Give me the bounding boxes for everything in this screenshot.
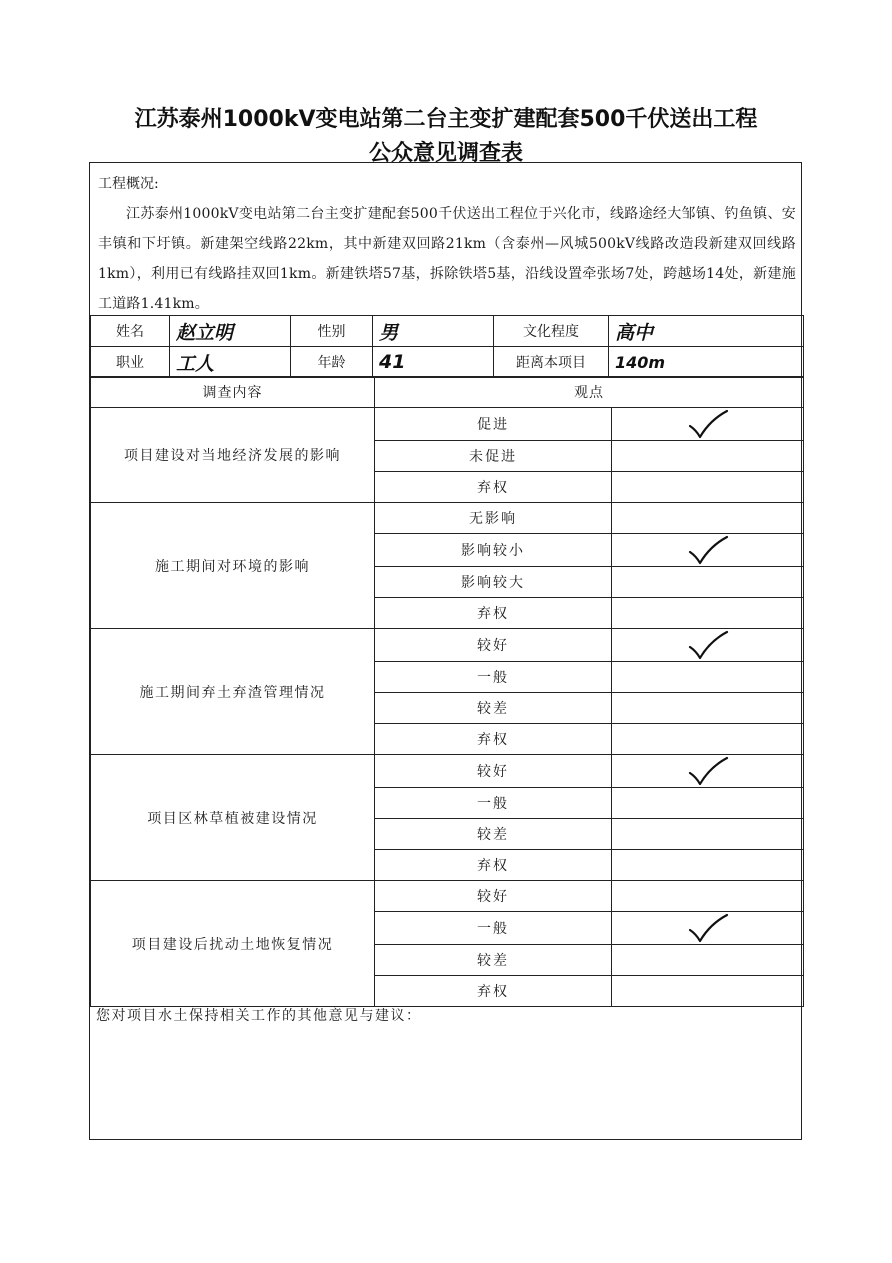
check-cell[interactable] [612, 945, 804, 976]
distance-value: 140m [609, 347, 804, 378]
check-cell[interactable] [612, 662, 804, 693]
check-cell[interactable] [612, 724, 804, 755]
survey-option: 弃权 [375, 472, 612, 503]
overview-heading: 工程概况: [98, 176, 159, 192]
survey-option: 促进 [375, 408, 612, 441]
name-label: 姓名 [91, 316, 170, 347]
check-cell[interactable] [612, 629, 804, 662]
check-cell[interactable] [612, 788, 804, 819]
survey-option: 影响较小 [375, 534, 612, 567]
survey-row [91, 408, 804, 441]
comment-prompt: 您对项目水土保持相关工作的其他意见与建议： [96, 1008, 422, 1024]
survey-header-row [91, 377, 804, 408]
check-cell[interactable] [612, 755, 804, 788]
respondent-info-table [90, 315, 804, 378]
check-cell[interactable] [612, 408, 804, 441]
check-cell[interactable] [612, 503, 804, 534]
survey-topic: 项目建设后扰动土地恢复情况 [91, 881, 375, 1007]
check-cell[interactable] [612, 976, 804, 1007]
survey-row [91, 629, 804, 662]
check-cell[interactable] [612, 534, 804, 567]
survey-option: 无影响 [375, 503, 612, 534]
survey-option: 较差 [375, 945, 612, 976]
distance-label: 距离本项目 [494, 347, 609, 378]
survey-row [91, 881, 804, 912]
check-cell[interactable] [612, 881, 804, 912]
occupation-label: 职业 [91, 347, 170, 378]
check-cell[interactable] [612, 850, 804, 881]
check-cell[interactable] [612, 567, 804, 598]
survey-option: 较差 [375, 693, 612, 724]
survey-option: 较好 [375, 755, 612, 788]
survey-option: 弃权 [375, 598, 612, 629]
check-cell[interactable] [612, 693, 804, 724]
check-cell[interactable] [612, 441, 804, 472]
check-cell[interactable] [612, 819, 804, 850]
survey-option: 一般 [375, 662, 612, 693]
survey-option: 较好 [375, 881, 612, 912]
age-label: 年龄 [291, 347, 373, 378]
age-value: 41 [373, 347, 494, 378]
survey-option: 未促进 [375, 441, 612, 472]
info-row-1 [91, 316, 804, 347]
survey-row [91, 755, 804, 788]
survey-option: 弃权 [375, 724, 612, 755]
survey-row [91, 503, 804, 534]
survey-topic: 施工期间弃土弃渣管理情况 [91, 629, 375, 755]
survey-option: 一般 [375, 912, 612, 945]
survey-option: 弃权 [375, 850, 612, 881]
survey-topic: 项目建设对当地经济发展的影响 [91, 408, 375, 503]
column-header-content: 调查内容 [91, 377, 375, 408]
survey-option: 较差 [375, 819, 612, 850]
checkmark-icon [686, 912, 730, 944]
name-value: 赵立明 [170, 316, 291, 347]
checkmark-icon [686, 629, 730, 661]
check-cell[interactable] [612, 912, 804, 945]
survey-topic: 项目区林草植被建设情况 [91, 755, 375, 881]
document-title: 江苏泰州1000kV变电站第二台主变扩建配套500千伏送出工程 [134, 107, 758, 132]
survey-option: 较好 [375, 629, 612, 662]
gender-label: 性别 [291, 316, 373, 347]
survey-topic: 施工期间对环境的影响 [91, 503, 375, 629]
survey-form [89, 162, 802, 1140]
checkmark-icon [686, 755, 730, 787]
survey-body [91, 408, 804, 1007]
document-subtitle: 公众意见调查表 [368, 141, 523, 166]
info-row-2 [91, 347, 804, 378]
education-value: 高中 [609, 316, 804, 347]
project-overview [98, 169, 796, 319]
survey-option: 一般 [375, 788, 612, 819]
survey-option: 影响较大 [375, 567, 612, 598]
check-cell[interactable] [612, 472, 804, 503]
opinion-survey-table [90, 376, 804, 1007]
education-label: 文化程度 [494, 316, 609, 347]
gender-value: 男 [373, 316, 494, 347]
column-header-opinion: 观点 [375, 377, 804, 408]
occupation-value: 工人 [170, 347, 291, 378]
overview-text: 江苏泰州1000kV变电站第二台主变扩建配套500千伏送出工程位于兴化市，线路途经大邹镇、钓鱼镇、安丰镇和下圩镇。新建架空线路22km，其中新建双回路21km（含泰州—风城500kV线路改造段新建双回线路1km），利用已有线路挂双回1km。新建铁塔57基，拆除铁塔5基，沿线设置牵张场7处，跨越场14处，新建施工道路1.41km。 [98, 206, 796, 312]
checkmark-icon [686, 534, 730, 566]
checkmark-icon [686, 408, 730, 440]
survey-option: 弃权 [375, 976, 612, 1007]
check-cell[interactable] [612, 598, 804, 629]
